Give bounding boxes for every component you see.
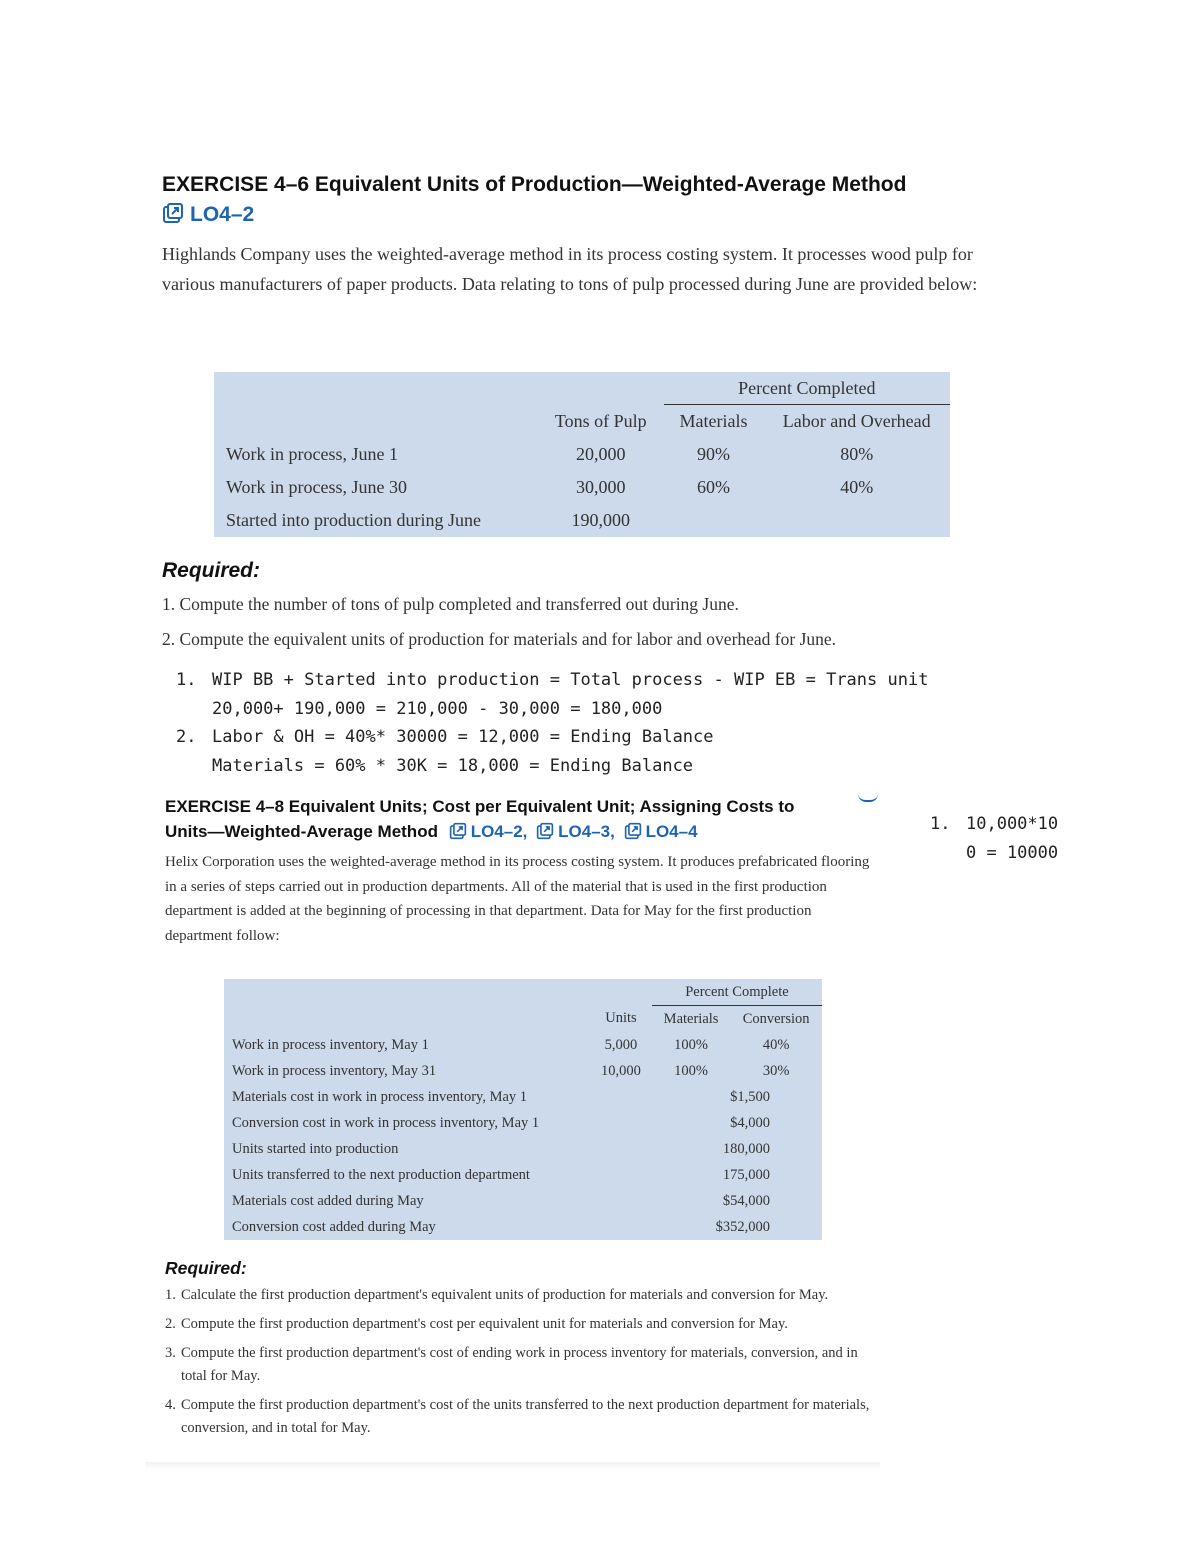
group-header: Percent Completed	[664, 372, 950, 405]
lo-link[interactable]	[162, 200, 1062, 230]
table-row	[224, 1162, 822, 1188]
row-label: Materials cost added during May	[232, 1192, 424, 1209]
exercise-4-6-title-text: EXERCISE 4–6 Equivalent Units of Production—Weighted-Average Method	[162, 173, 907, 196]
side-answer	[930, 810, 1058, 867]
row-label: Work in process, June 1	[226, 444, 399, 464]
required-heading: Required:	[165, 1258, 247, 1278]
exercise-4-6-title	[162, 170, 1062, 230]
helix-data-table	[224, 979, 822, 1240]
materials-cell: 100%	[674, 1062, 708, 1079]
required-text: Compute the first production department's cost of the units transferred to the next production department for materials, conversion, and in total for May.	[181, 1397, 870, 1436]
required-number: 2.	[165, 1316, 176, 1332]
answer-number: 1.	[930, 814, 951, 834]
col-header-labor: Labor and Overhead	[782, 411, 931, 431]
answer-line: Labor & OH = 40%* 30000 = 12,000 = Ending Balance	[212, 727, 714, 747]
required-item	[165, 1313, 875, 1336]
screenshot-edge-shadow	[145, 1462, 880, 1470]
external-link-icon	[449, 822, 467, 840]
col-header-materials: Materials	[679, 411, 748, 431]
required-item	[165, 1342, 875, 1388]
labor-cell: 80%	[840, 444, 874, 464]
table-row	[224, 1084, 822, 1110]
materials-cell: 60%	[697, 477, 730, 497]
materials-cell	[664, 504, 764, 537]
answer-line: 10,000*10	[966, 814, 1059, 834]
required-number: 4.	[165, 1397, 176, 1413]
table-row	[224, 1032, 822, 1058]
required-heading: Required:	[162, 559, 261, 582]
row-label: Conversion cost in work in process inventory, May 1	[232, 1114, 540, 1131]
table-row	[214, 471, 950, 504]
row-label: Work in process inventory, May 1	[232, 1036, 429, 1053]
row-label: Work in process inventory, May 31	[232, 1062, 437, 1079]
labor-cell	[763, 504, 950, 537]
units-cell: 10,000	[601, 1062, 641, 1079]
value-cell: 180,000	[722, 1140, 770, 1157]
answer-line: Materials = 60% * 30K = 18,000 = Ending Balance	[212, 755, 694, 776]
row-label: Units transferred to the next production department	[232, 1166, 530, 1183]
lo-label[interactable]: LO4–2	[190, 203, 255, 226]
exercise-4-8-title-line1: EXERCISE 4–8 Equivalent Units; Cost per Equivalent Unit; Assigning Costs to	[165, 797, 795, 816]
tons-cell: 20,000	[576, 444, 626, 464]
required-text: Calculate the first production department's equivalent units of production for materials and conversion for May.	[181, 1287, 829, 1303]
required-item	[165, 1394, 875, 1440]
lo-link[interactable]: LO4–4	[645, 822, 698, 841]
table-row	[224, 1188, 822, 1214]
required-number: 1.	[165, 1287, 176, 1303]
answer-line: WIP BB + Started into production = Total process - WIP EB = Trans unit	[212, 670, 929, 690]
table-row	[214, 504, 950, 537]
required-list	[162, 590, 982, 660]
value-cell: $4,000	[730, 1114, 770, 1131]
required-list	[165, 1284, 875, 1446]
required-text: Compute the first production department's cost per equivalent unit for materials and conversion for May.	[181, 1316, 788, 1332]
external-link-icon	[162, 202, 184, 224]
exercise-4-8-title-line2: Units—Weighted-Average Method	[165, 822, 438, 841]
tons-cell: 190,000	[571, 510, 631, 530]
table-row	[224, 1110, 822, 1136]
value-cell: $352,000	[715, 1218, 770, 1235]
external-link-icon	[624, 822, 642, 840]
required-text: Compute the first production department's cost of ending work in process inventory for materials, conversion, and in total for May.	[181, 1345, 858, 1384]
row-label: Conversion cost added during May	[232, 1218, 436, 1235]
value-cell: 175,000	[722, 1166, 770, 1183]
col-header-units: Units	[605, 1010, 637, 1027]
table-row	[214, 438, 950, 471]
answer-item	[176, 723, 928, 780]
required-number: 3.	[165, 1345, 176, 1361]
value-cell: $54,000	[722, 1192, 770, 1209]
materials-cell: 100%	[674, 1036, 708, 1053]
answer-line: 0 = 10000	[966, 842, 1059, 863]
col-header-conversion: Conversion	[742, 1010, 810, 1027]
col-header-tons: Tons of Pulp	[554, 410, 647, 431]
answer-number: 2.	[176, 727, 197, 747]
pulp-data-table	[214, 372, 950, 537]
labor-cell: 40%	[840, 477, 874, 497]
tons-cell: 30,000	[576, 477, 626, 497]
table-row	[224, 1136, 822, 1162]
row-label: Materials cost in work in process inventory, May 1	[232, 1088, 528, 1105]
lo-link[interactable]: LO4–2,	[470, 822, 528, 841]
row-label: Started into production during June	[226, 510, 481, 530]
answer-list	[176, 666, 928, 780]
exercise-4-6-intro: Highlands Company uses the weighted-average method in its process costing system. It processes wood pulp for various manufacturers of paper products. Data relating to tons of pulp processed during June are provided below:	[162, 244, 978, 294]
answer-item	[176, 666, 928, 723]
col-header-materials: Materials	[663, 1010, 719, 1027]
conversion-cell: 40%	[762, 1036, 790, 1053]
required-item	[165, 1284, 875, 1307]
table-row	[224, 1214, 822, 1240]
exercise-4-8-intro: Helix Corporation uses the weighted-average method in its process costing system. It produces prefabricated flooring in a series of steps carried out in production departments. All of the material that is used in the first production department is added at the beginning of processing in that department. Data for May for the first production department follow:	[165, 854, 870, 944]
value-cell: $1,500	[730, 1088, 770, 1105]
exercise-4-8-title	[165, 794, 865, 844]
row-label: Units started into production	[232, 1140, 399, 1157]
required-item: 2. Compute the equivalent units of production for materials and for labor and overhead for June.	[162, 629, 837, 649]
materials-cell: 90%	[697, 444, 730, 464]
units-cell: 5,000	[604, 1036, 638, 1053]
mark-decoration	[858, 792, 878, 802]
lo-link[interactable]: LO4–3,	[558, 822, 615, 841]
external-link-icon	[536, 822, 554, 840]
required-item: 1. Compute the number of tons of pulp completed and transferred out during June.	[162, 594, 739, 614]
conversion-cell: 30%	[762, 1062, 790, 1079]
group-header: Percent Complete	[652, 979, 822, 1006]
table-row	[224, 1058, 822, 1084]
answer-number: 1.	[176, 670, 197, 690]
answer-line: 20,000+ 190,000 = 210,000 - 30,000 = 180,000	[212, 698, 663, 719]
row-label: Work in process, June 30	[226, 477, 408, 497]
